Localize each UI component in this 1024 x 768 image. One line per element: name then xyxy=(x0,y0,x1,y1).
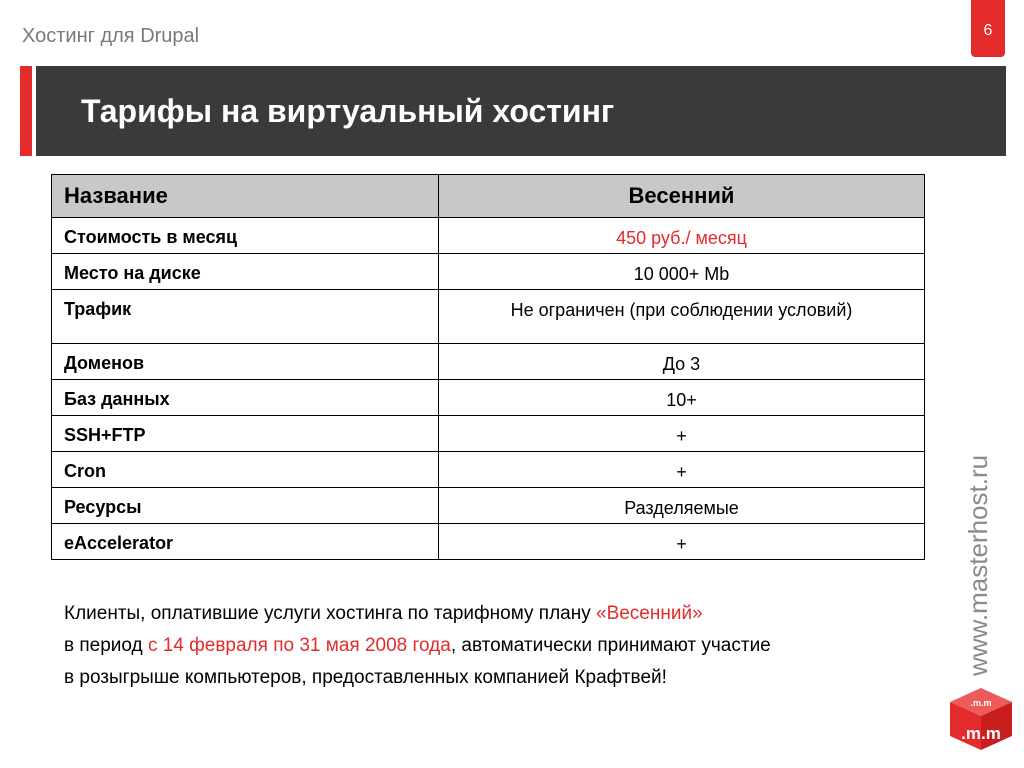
price-value: 450 руб./ месяц xyxy=(439,218,925,254)
row-value: + xyxy=(439,416,925,452)
row-label: Баз данных xyxy=(52,380,439,416)
title-background xyxy=(36,66,1006,156)
slide-title-bar xyxy=(20,66,1006,156)
column-header-name: Название xyxy=(52,175,439,218)
row-value: 10 000+ Mb xyxy=(439,254,925,290)
title-accent-stripe xyxy=(20,66,32,156)
footnote-text: в розыгрыше компьютеров, предоставленных компанией Крафтвей! xyxy=(64,667,667,688)
masterhost-cube-logo-icon xyxy=(946,686,1016,752)
table-row xyxy=(52,524,925,560)
slide-title: Тарифы на виртуальный хостинг xyxy=(81,93,615,129)
table-row xyxy=(52,344,925,380)
svg-text:.m.m: .m.m xyxy=(961,724,1001,743)
plan-name-highlight: «Весенний» xyxy=(596,603,703,624)
row-value: Разделяемые xyxy=(439,488,925,524)
page-number-badge: 6 xyxy=(971,0,1005,57)
row-label: Место на диске xyxy=(52,254,439,290)
table-row xyxy=(52,380,925,416)
row-label: Cron xyxy=(52,452,439,488)
row-value: Не ограничен (при соблюдении условий) xyxy=(439,290,925,344)
row-label: Трафик xyxy=(52,290,439,344)
footnote-text: в период xyxy=(64,635,148,656)
row-label: Ресурсы xyxy=(52,488,439,524)
footnote-text: , автоматически принимают участие xyxy=(450,635,771,656)
table-row xyxy=(52,254,925,290)
row-value: + xyxy=(439,524,925,560)
row-value: + xyxy=(439,452,925,488)
table-row xyxy=(52,488,925,524)
footnote-text: Клиенты, оплатившие услуги хостинга по тарифному плану xyxy=(64,603,596,624)
website-url: www.masterhost.ru xyxy=(963,454,993,676)
table-row xyxy=(52,290,925,344)
presentation-title: Хостинг для Drupal xyxy=(22,25,200,47)
row-value: До 3 xyxy=(439,344,925,380)
column-header-plan: Весенний xyxy=(439,175,925,218)
table-row xyxy=(52,452,925,488)
row-label: SSH+FTP xyxy=(52,416,439,452)
tariffs-table xyxy=(51,174,925,560)
svg-text:.m.m: .m.m xyxy=(970,698,992,708)
table-row xyxy=(52,416,925,452)
row-label: Доменов xyxy=(52,344,439,380)
table-row xyxy=(52,218,925,254)
row-label: Стоимость в месяц xyxy=(52,218,439,254)
row-value: 10+ xyxy=(439,380,925,416)
table-header-row xyxy=(52,175,925,218)
promo-footnote xyxy=(64,598,944,694)
row-label: eAccelerator xyxy=(52,524,439,560)
promo-period-highlight: с 14 февраля по 31 мая 2008 года xyxy=(147,635,451,656)
